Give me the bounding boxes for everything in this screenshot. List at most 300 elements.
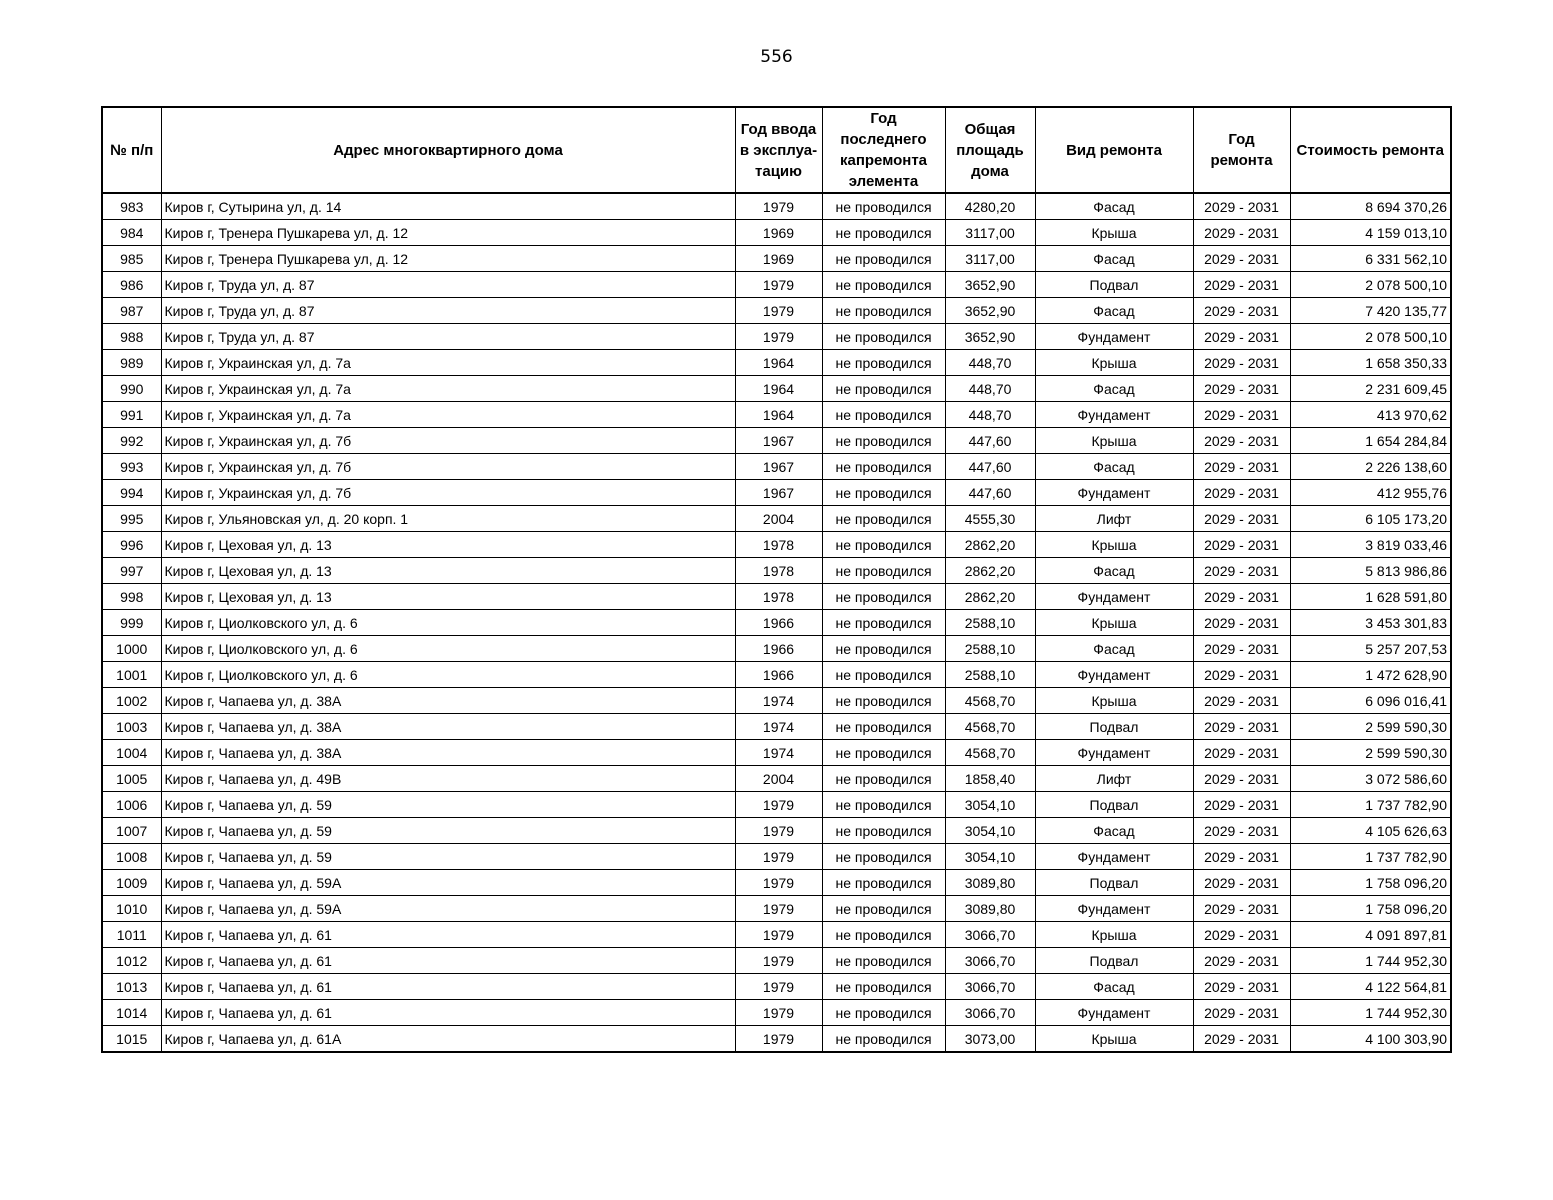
cell-year-built: 1979 [735,948,822,974]
cell-num: 984 [102,220,161,246]
cell-last-repair: не проводился [822,922,945,948]
table-row [102,844,1451,870]
cell-area: 1858,40 [945,766,1035,792]
cell-year-built: 1979 [735,792,822,818]
cell-cost: 2 599 590,30 [1290,740,1451,766]
cell-num: 988 [102,324,161,350]
cell-area: 3089,80 [945,896,1035,922]
cell-repair-type: Фундамент [1035,844,1193,870]
cell-area: 447,60 [945,454,1035,480]
cell-repair-year: 2029 - 2031 [1193,974,1290,1000]
cell-repair-year: 2029 - 2031 [1193,896,1290,922]
cell-area: 3054,10 [945,792,1035,818]
cell-num: 997 [102,558,161,584]
cell-last-repair: не проводился [822,402,945,428]
cell-last-repair: не проводился [822,220,945,246]
cell-cost: 4 122 564,81 [1290,974,1451,1000]
cell-num: 986 [102,272,161,298]
header-cost: Стоимость ремонта [1290,107,1451,193]
cell-repair-type: Фасад [1035,818,1193,844]
cell-cost: 2 226 138,60 [1290,454,1451,480]
table-row [102,948,1451,974]
table-row [102,662,1451,688]
cell-last-repair: не проводился [822,298,945,324]
cell-last-repair: не проводился [822,662,945,688]
cell-year-built: 1979 [735,1000,822,1026]
cell-address: Киров г, Труда ул, д. 87 [161,298,735,324]
cell-repair-year: 2029 - 2031 [1193,922,1290,948]
cell-address: Киров г, Чапаева ул, д. 59А [161,870,735,896]
cell-num: 1007 [102,818,161,844]
cell-year-built: 1974 [735,740,822,766]
cell-year-built: 1966 [735,636,822,662]
cell-area: 3652,90 [945,324,1035,350]
cell-repair-year: 2029 - 2031 [1193,844,1290,870]
cell-repair-type: Фасад [1035,636,1193,662]
cell-area: 3066,70 [945,922,1035,948]
cell-year-built: 1966 [735,610,822,636]
cell-address: Киров г, Чапаева ул, д. 49В [161,766,735,792]
cell-repair-year: 2029 - 2031 [1193,376,1290,402]
cell-address: Киров г, Украинская ул, д. 7а [161,350,735,376]
cell-year-built: 1979 [735,193,822,220]
cell-area: 3073,00 [945,1026,1035,1053]
cell-repair-year: 2029 - 2031 [1193,324,1290,350]
cell-last-repair: не проводился [822,818,945,844]
cell-area: 3117,00 [945,220,1035,246]
cell-cost: 4 100 303,90 [1290,1026,1451,1053]
cell-area: 4568,70 [945,688,1035,714]
cell-num: 991 [102,402,161,428]
header-repair-type: Вид ремонта [1035,107,1193,193]
cell-address: Киров г, Чапаева ул, д. 61 [161,922,735,948]
cell-area: 3066,70 [945,1000,1035,1026]
table-row [102,220,1451,246]
cell-repair-year: 2029 - 2031 [1193,246,1290,272]
cell-cost: 6 331 562,10 [1290,246,1451,272]
cell-area: 3054,10 [945,844,1035,870]
table-row [102,272,1451,298]
cell-repair-year: 2029 - 2031 [1193,558,1290,584]
table-row [102,792,1451,818]
table-row [102,922,1451,948]
cell-cost: 1 744 952,30 [1290,948,1451,974]
cell-address: Киров г, Цеховая ул, д. 13 [161,584,735,610]
cell-area: 3089,80 [945,870,1035,896]
cell-address: Киров г, Украинская ул, д. 7б [161,454,735,480]
cell-year-built: 1979 [735,870,822,896]
cell-last-repair: не проводился [822,428,945,454]
cell-repair-type: Фундамент [1035,324,1193,350]
cell-last-repair: не проводился [822,193,945,220]
cell-cost: 3 072 586,60 [1290,766,1451,792]
cell-last-repair: не проводился [822,896,945,922]
cell-repair-type: Фундамент [1035,740,1193,766]
cell-area: 2862,20 [945,558,1035,584]
table-row [102,974,1451,1000]
cell-last-repair: не проводился [822,272,945,298]
header-row [102,107,1451,193]
cell-address: Киров г, Циолковского ул, д. 6 [161,636,735,662]
cell-address: Киров г, Чапаева ул, д. 61 [161,1000,735,1026]
cell-repair-year: 2029 - 2031 [1193,870,1290,896]
cell-repair-type: Крыша [1035,428,1193,454]
cell-address: Киров г, Ульяновская ул, д. 20 корп. 1 [161,506,735,532]
table-row [102,766,1451,792]
cell-year-built: 1974 [735,688,822,714]
cell-cost: 6 105 173,20 [1290,506,1451,532]
cell-address: Киров г, Украинская ул, д. 7б [161,428,735,454]
cell-cost: 412 955,76 [1290,480,1451,506]
table-header [102,107,1451,193]
cell-cost: 4 159 013,10 [1290,220,1451,246]
cell-cost: 6 096 016,41 [1290,688,1451,714]
cell-year-built: 1964 [735,402,822,428]
cell-address: Киров г, Труда ул, д. 87 [161,324,735,350]
cell-repair-year: 2029 - 2031 [1193,740,1290,766]
cell-address: Киров г, Чапаева ул, д. 59 [161,844,735,870]
cell-area: 2588,10 [945,662,1035,688]
cell-year-built: 1978 [735,532,822,558]
cell-area: 3117,00 [945,246,1035,272]
cell-repair-type: Лифт [1035,506,1193,532]
cell-area: 4568,70 [945,740,1035,766]
cell-num: 985 [102,246,161,272]
table-row [102,193,1451,220]
cell-last-repair: не проводился [822,584,945,610]
cell-last-repair: не проводился [822,766,945,792]
cell-year-built: 2004 [735,506,822,532]
cell-area: 448,70 [945,376,1035,402]
cell-repair-year: 2029 - 2031 [1193,688,1290,714]
cell-cost: 413 970,62 [1290,402,1451,428]
cell-repair-year: 2029 - 2031 [1193,480,1290,506]
cell-area: 2588,10 [945,610,1035,636]
cell-repair-type: Крыша [1035,922,1193,948]
cell-num: 994 [102,480,161,506]
table-row [102,246,1451,272]
cell-area: 3652,90 [945,298,1035,324]
cell-repair-type: Подвал [1035,948,1193,974]
cell-num: 998 [102,584,161,610]
cell-repair-type: Фасад [1035,298,1193,324]
cell-num: 1011 [102,922,161,948]
cell-repair-type: Фундамент [1035,1000,1193,1026]
cell-repair-year: 2029 - 2031 [1193,220,1290,246]
cell-last-repair: не проводился [822,376,945,402]
cell-year-built: 1979 [735,818,822,844]
header-area: Общая площадь дома [945,107,1035,193]
cell-address: Киров г, Труда ул, д. 87 [161,272,735,298]
table-row [102,714,1451,740]
cell-last-repair: не проводился [822,350,945,376]
cell-cost: 7 420 135,77 [1290,298,1451,324]
cell-cost: 4 105 626,63 [1290,818,1451,844]
table-row [102,740,1451,766]
cell-num: 990 [102,376,161,402]
cell-address: Киров г, Чапаева ул, д. 38А [161,688,735,714]
cell-last-repair: не проводился [822,740,945,766]
cell-repair-year: 2029 - 2031 [1193,350,1290,376]
cell-num: 1013 [102,974,161,1000]
cell-num: 993 [102,454,161,480]
cell-num: 1010 [102,896,161,922]
cell-num: 989 [102,350,161,376]
cell-year-built: 1967 [735,454,822,480]
table-row [102,818,1451,844]
cell-repair-type: Крыша [1035,688,1193,714]
cell-year-built: 1979 [735,1026,822,1053]
cell-repair-type: Фундамент [1035,896,1193,922]
cell-repair-type: Фундамент [1035,480,1193,506]
cell-year-built: 1979 [735,298,822,324]
cell-num: 996 [102,532,161,558]
cell-repair-type: Фасад [1035,974,1193,1000]
cell-last-repair: не проводился [822,610,945,636]
cell-last-repair: не проводился [822,532,945,558]
cell-repair-type: Подвал [1035,870,1193,896]
cell-last-repair: не проводился [822,844,945,870]
cell-area: 3652,90 [945,272,1035,298]
cell-last-repair: не проводился [822,1026,945,1053]
cell-repair-type: Фасад [1035,376,1193,402]
cell-repair-year: 2029 - 2031 [1193,948,1290,974]
table-row [102,402,1451,428]
table-row [102,688,1451,714]
cell-repair-year: 2029 - 2031 [1193,1026,1290,1053]
cell-num: 1014 [102,1000,161,1026]
cell-address: Киров г, Чапаева ул, д. 59 [161,818,735,844]
cell-num: 999 [102,610,161,636]
cell-repair-year: 2029 - 2031 [1193,636,1290,662]
table-row [102,532,1451,558]
cell-year-built: 2004 [735,766,822,792]
cell-num: 1002 [102,688,161,714]
cell-address: Киров г, Сутырина ул, д. 14 [161,193,735,220]
cell-repair-year: 2029 - 2031 [1193,272,1290,298]
cell-num: 1004 [102,740,161,766]
header-address: Адрес многоквартирного дома [161,107,735,193]
cell-last-repair: не проводился [822,688,945,714]
cell-address: Киров г, Чапаева ул, д. 61 [161,974,735,1000]
cell-year-built: 1964 [735,376,822,402]
header-year-built: Год ввода в эксплуа-тацию [735,107,822,193]
cell-year-built: 1979 [735,844,822,870]
cell-repair-type: Фасад [1035,558,1193,584]
cell-year-built: 1966 [735,662,822,688]
cell-repair-type: Крыша [1035,350,1193,376]
cell-num: 1006 [102,792,161,818]
cell-repair-type: Подвал [1035,272,1193,298]
cell-year-built: 1978 [735,584,822,610]
cell-num: 987 [102,298,161,324]
cell-num: 1009 [102,870,161,896]
cell-repair-year: 2029 - 2031 [1193,1000,1290,1026]
cell-last-repair: не проводился [822,636,945,662]
cell-area: 447,60 [945,428,1035,454]
table-row [102,870,1451,896]
cell-repair-year: 2029 - 2031 [1193,193,1290,220]
cell-year-built: 1979 [735,974,822,1000]
cell-last-repair: не проводился [822,870,945,896]
cell-num: 1012 [102,948,161,974]
cell-area: 3066,70 [945,974,1035,1000]
cell-address: Киров г, Украинская ул, д. 7а [161,376,735,402]
cell-repair-year: 2029 - 2031 [1193,610,1290,636]
table-row [102,324,1451,350]
cell-cost: 1 472 628,90 [1290,662,1451,688]
cell-address: Киров г, Цеховая ул, д. 13 [161,532,735,558]
cell-repair-year: 2029 - 2031 [1193,428,1290,454]
cell-address: Киров г, Тренера Пушкарева ул, д. 12 [161,220,735,246]
header-last-repair: Год последнего капремонта элемента [822,107,945,193]
cell-cost: 2 078 500,10 [1290,272,1451,298]
cell-address: Киров г, Чапаева ул, д. 61 [161,948,735,974]
cell-cost: 1 744 952,30 [1290,1000,1451,1026]
cell-cost: 8 694 370,26 [1290,193,1451,220]
cell-repair-type: Крыша [1035,532,1193,558]
cell-last-repair: не проводился [822,506,945,532]
table-row [102,558,1451,584]
cell-num: 1001 [102,662,161,688]
cell-repair-year: 2029 - 2031 [1193,584,1290,610]
table-row [102,350,1451,376]
cell-last-repair: не проводился [822,324,945,350]
cell-address: Киров г, Чапаева ул, д. 59А [161,896,735,922]
cell-repair-year: 2029 - 2031 [1193,532,1290,558]
cell-address: Киров г, Циолковского ул, д. 6 [161,610,735,636]
cell-repair-type: Фасад [1035,454,1193,480]
cell-repair-year: 2029 - 2031 [1193,298,1290,324]
repair-registry-table [101,106,1452,1053]
cell-repair-type: Крыша [1035,220,1193,246]
cell-cost: 1 654 284,84 [1290,428,1451,454]
cell-area: 3054,10 [945,818,1035,844]
cell-area: 4555,30 [945,506,1035,532]
cell-repair-year: 2029 - 2031 [1193,402,1290,428]
cell-year-built: 1979 [735,272,822,298]
table-row [102,506,1451,532]
cell-repair-year: 2029 - 2031 [1193,792,1290,818]
cell-cost: 1 758 096,20 [1290,896,1451,922]
cell-address: Киров г, Циолковского ул, д. 6 [161,662,735,688]
cell-year-built: 1967 [735,428,822,454]
cell-num: 1003 [102,714,161,740]
cell-year-built: 1979 [735,324,822,350]
cell-cost: 3 453 301,83 [1290,610,1451,636]
cell-repair-year: 2029 - 2031 [1193,454,1290,480]
cell-year-built: 1979 [735,922,822,948]
cell-address: Киров г, Чапаева ул, д. 59 [161,792,735,818]
table-row [102,896,1451,922]
cell-num: 1005 [102,766,161,792]
cell-repair-type: Крыша [1035,610,1193,636]
cell-last-repair: не проводился [822,246,945,272]
table-row [102,1000,1451,1026]
cell-repair-type: Фасад [1035,246,1193,272]
cell-repair-type: Подвал [1035,714,1193,740]
table-body [102,193,1451,1052]
cell-area: 3066,70 [945,948,1035,974]
cell-repair-year: 2029 - 2031 [1193,506,1290,532]
cell-repair-type: Подвал [1035,792,1193,818]
cell-last-repair: не проводился [822,454,945,480]
page-number: 556 [760,47,793,67]
cell-cost: 4 091 897,81 [1290,922,1451,948]
cell-repair-year: 2029 - 2031 [1193,662,1290,688]
table-row [102,454,1451,480]
cell-year-built: 1979 [735,896,822,922]
cell-num: 992 [102,428,161,454]
header-num: № п/п [102,107,161,193]
cell-num: 1000 [102,636,161,662]
cell-year-built: 1978 [735,558,822,584]
cell-cost: 2 599 590,30 [1290,714,1451,740]
table-row [102,298,1451,324]
cell-repair-type: Фундамент [1035,402,1193,428]
cell-cost: 5 813 986,86 [1290,558,1451,584]
cell-cost: 5 257 207,53 [1290,636,1451,662]
cell-last-repair: не проводился [822,1000,945,1026]
cell-year-built: 1969 [735,246,822,272]
cell-area: 448,70 [945,402,1035,428]
cell-repair-type: Лифт [1035,766,1193,792]
table-row [102,376,1451,402]
table-row [102,610,1451,636]
cell-num: 1008 [102,844,161,870]
cell-address: Киров г, Чапаева ул, д. 38А [161,740,735,766]
cell-cost: 2 231 609,45 [1290,376,1451,402]
table-row [102,584,1451,610]
cell-num: 983 [102,193,161,220]
table-row [102,480,1451,506]
cell-address: Киров г, Цеховая ул, д. 13 [161,558,735,584]
cell-address: Киров г, Тренера Пушкарева ул, д. 12 [161,246,735,272]
cell-address: Киров г, Украинская ул, д. 7а [161,402,735,428]
cell-repair-year: 2029 - 2031 [1193,714,1290,740]
cell-year-built: 1974 [735,714,822,740]
cell-address: Киров г, Чапаева ул, д. 38А [161,714,735,740]
cell-repair-type: Фундамент [1035,662,1193,688]
cell-area: 2862,20 [945,532,1035,558]
cell-last-repair: не проводился [822,714,945,740]
cell-cost: 1 737 782,90 [1290,844,1451,870]
cell-area: 2862,20 [945,584,1035,610]
cell-area: 4568,70 [945,714,1035,740]
cell-area: 2588,10 [945,636,1035,662]
cell-address: Киров г, Украинская ул, д. 7б [161,480,735,506]
cell-last-repair: не проводился [822,480,945,506]
cell-num: 1015 [102,1026,161,1053]
cell-cost: 2 078 500,10 [1290,324,1451,350]
cell-num: 995 [102,506,161,532]
cell-area: 447,60 [945,480,1035,506]
cell-area: 4280,20 [945,193,1035,220]
cell-last-repair: не проводился [822,948,945,974]
cell-address: Киров г, Чапаева ул, д. 61А [161,1026,735,1053]
cell-repair-year: 2029 - 2031 [1193,766,1290,792]
cell-year-built: 1969 [735,220,822,246]
cell-last-repair: не проводился [822,558,945,584]
cell-cost: 3 819 033,46 [1290,532,1451,558]
cell-cost: 1 658 350,33 [1290,350,1451,376]
table-row [102,636,1451,662]
cell-area: 448,70 [945,350,1035,376]
cell-cost: 1 737 782,90 [1290,792,1451,818]
cell-repair-year: 2029 - 2031 [1193,818,1290,844]
header-repair-year: Год ремонта [1193,107,1290,193]
cell-last-repair: не проводился [822,974,945,1000]
